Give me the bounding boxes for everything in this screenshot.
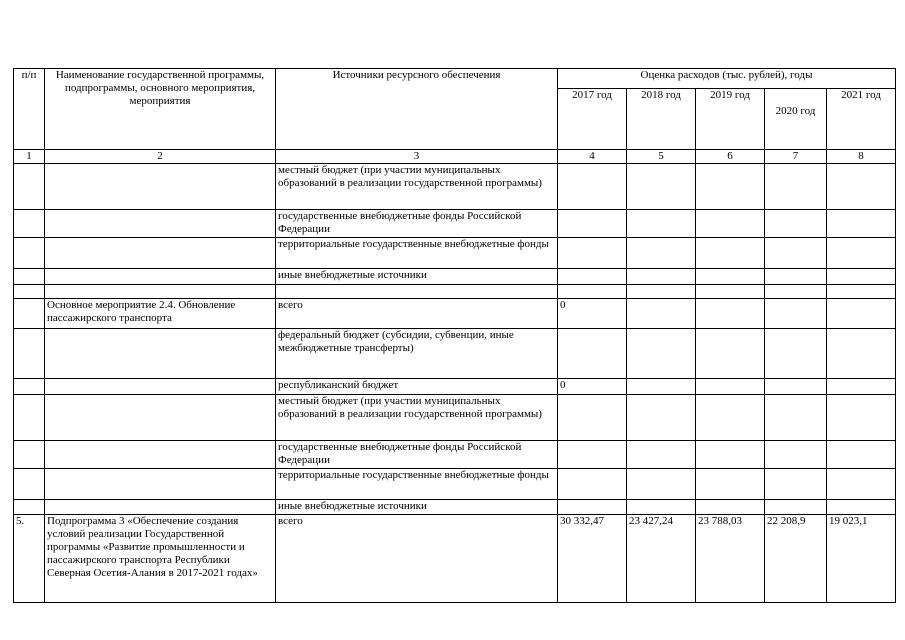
row-name: Основное мероприятие 2.4. Обновление пассажирского транспорта xyxy=(45,299,276,329)
row-name xyxy=(45,329,276,379)
table-row xyxy=(14,500,896,515)
row-value xyxy=(558,469,627,500)
row-value xyxy=(627,269,696,285)
column-index: 8 xyxy=(827,150,896,164)
table-row xyxy=(14,210,896,238)
column-index: 4 xyxy=(558,150,627,164)
row-number xyxy=(14,238,45,269)
row-name xyxy=(45,395,276,441)
column-index: 7 xyxy=(765,150,827,164)
row-number: 5. xyxy=(14,515,45,603)
header-num: п/п xyxy=(14,69,45,150)
header-name: Наименование государственной программы, подпрограммы, основного мероприятия, мероприятия xyxy=(45,69,276,150)
row-value xyxy=(765,285,827,299)
row-value xyxy=(627,285,696,299)
row-number xyxy=(14,164,45,210)
row-source: территориальные государственные внебюджетные фонды xyxy=(276,238,558,269)
table-row xyxy=(14,515,896,603)
row-number xyxy=(14,469,45,500)
table-row xyxy=(14,469,896,500)
row-value xyxy=(827,441,896,469)
row-source: всего xyxy=(276,515,558,603)
row-value xyxy=(827,210,896,238)
row-name xyxy=(45,238,276,269)
row-source: территориальные государственные внебюджетные фонды xyxy=(276,469,558,500)
row-value xyxy=(765,238,827,269)
row-value xyxy=(627,441,696,469)
column-index: 5 xyxy=(627,150,696,164)
row-value xyxy=(696,238,765,269)
row-value xyxy=(558,285,627,299)
row-value: 23 788,03 xyxy=(696,515,765,603)
header-year: 2019 год xyxy=(696,89,765,150)
row-value xyxy=(558,500,627,515)
row-number xyxy=(14,210,45,238)
row-name xyxy=(45,441,276,469)
row-value xyxy=(696,469,765,500)
row-value: 0 xyxy=(558,379,627,395)
header-year: 2017 год xyxy=(558,89,627,150)
row-value xyxy=(827,469,896,500)
budget-table xyxy=(13,68,896,603)
row-name: Подпрограмма 3 «Обеспечение создания условий реализации Государственной программы «Развитие промышленности и пассажирского транспорта Республики Северная Осетия-Алания в 2017-2021 годах» xyxy=(45,515,276,603)
table-row xyxy=(14,329,896,379)
column-index: 6 xyxy=(696,150,765,164)
row-name xyxy=(45,285,276,299)
row-value xyxy=(696,441,765,469)
table-row xyxy=(14,395,896,441)
row-value xyxy=(827,238,896,269)
row-number xyxy=(14,269,45,285)
row-number xyxy=(14,500,45,515)
row-value xyxy=(827,329,896,379)
row-value xyxy=(627,379,696,395)
table-row xyxy=(14,285,896,299)
row-value xyxy=(765,269,827,285)
row-value xyxy=(558,395,627,441)
row-value: 0 xyxy=(558,299,627,329)
row-value xyxy=(696,269,765,285)
row-value xyxy=(558,164,627,210)
row-value xyxy=(558,269,627,285)
table-row xyxy=(14,269,896,285)
row-name xyxy=(45,269,276,285)
row-value xyxy=(827,285,896,299)
row-value xyxy=(765,500,827,515)
row-value xyxy=(696,395,765,441)
row-source: иные внебюджетные источники xyxy=(276,500,558,515)
row-source: государственные внебюджетные фонды Российской Федерации xyxy=(276,441,558,469)
row-value xyxy=(765,329,827,379)
row-name xyxy=(45,469,276,500)
table-row xyxy=(14,379,896,395)
row-source: федеральный бюджет (субсидии, субвенции, иные межбюджетные трансферты) xyxy=(276,329,558,379)
row-value xyxy=(627,469,696,500)
row-value xyxy=(827,299,896,329)
row-value xyxy=(765,395,827,441)
row-value xyxy=(696,285,765,299)
row-source: государственные внебюджетные фонды Российской Федерации xyxy=(276,210,558,238)
row-value xyxy=(765,441,827,469)
row-name xyxy=(45,164,276,210)
row-value: 23 427,24 xyxy=(627,515,696,603)
row-number xyxy=(14,285,45,299)
row-value xyxy=(827,500,896,515)
column-index: 1 xyxy=(14,150,45,164)
row-source: местный бюджет (при участии муниципальных образований в реализации государственной программы) xyxy=(276,164,558,210)
row-value xyxy=(827,269,896,285)
row-value xyxy=(558,329,627,379)
header-estimate: Оценка расходов (тыс. рублей), годы xyxy=(558,69,896,89)
row-number xyxy=(14,395,45,441)
row-value xyxy=(765,210,827,238)
row-value xyxy=(558,210,627,238)
row-value xyxy=(696,299,765,329)
column-index: 2 xyxy=(45,150,276,164)
row-value xyxy=(827,395,896,441)
row-value xyxy=(627,238,696,269)
row-value xyxy=(827,164,896,210)
row-value xyxy=(765,469,827,500)
row-value: 22 208,9 xyxy=(765,515,827,603)
row-value xyxy=(627,329,696,379)
row-value xyxy=(627,299,696,329)
row-value xyxy=(696,329,765,379)
row-value xyxy=(696,379,765,395)
row-value xyxy=(827,379,896,395)
row-name xyxy=(45,500,276,515)
row-value xyxy=(696,500,765,515)
row-source xyxy=(276,285,558,299)
row-source: всего xyxy=(276,299,558,329)
row-value xyxy=(558,238,627,269)
table-body xyxy=(14,164,896,603)
header-year: 2020 год xyxy=(765,89,827,150)
row-value xyxy=(627,395,696,441)
row-value xyxy=(765,299,827,329)
row-value: 30 332,47 xyxy=(558,515,627,603)
row-value: 19 023,1 xyxy=(827,515,896,603)
row-value xyxy=(765,379,827,395)
row-value xyxy=(696,210,765,238)
row-value xyxy=(765,164,827,210)
header-year: 2018 год xyxy=(627,89,696,150)
row-value xyxy=(696,164,765,210)
table-row xyxy=(14,238,896,269)
row-source: местный бюджет (при участии муниципальных образований в реализации государственной программы) xyxy=(276,395,558,441)
row-value xyxy=(627,210,696,238)
row-value xyxy=(627,500,696,515)
table-row xyxy=(14,299,896,329)
row-name xyxy=(45,210,276,238)
column-index: 3 xyxy=(276,150,558,164)
table-row xyxy=(14,164,896,210)
row-source: республиканский бюджет xyxy=(276,379,558,395)
row-number xyxy=(14,379,45,395)
row-value xyxy=(627,164,696,210)
row-number xyxy=(14,329,45,379)
row-source: иные внебюджетные источники xyxy=(276,269,558,285)
row-number xyxy=(14,441,45,469)
row-value xyxy=(558,441,627,469)
header-year: 2021 год xyxy=(827,89,896,150)
row-number xyxy=(14,299,45,329)
header-source: Источники ресурсного обеспечения xyxy=(276,69,558,150)
table-row xyxy=(14,441,896,469)
row-name xyxy=(45,379,276,395)
